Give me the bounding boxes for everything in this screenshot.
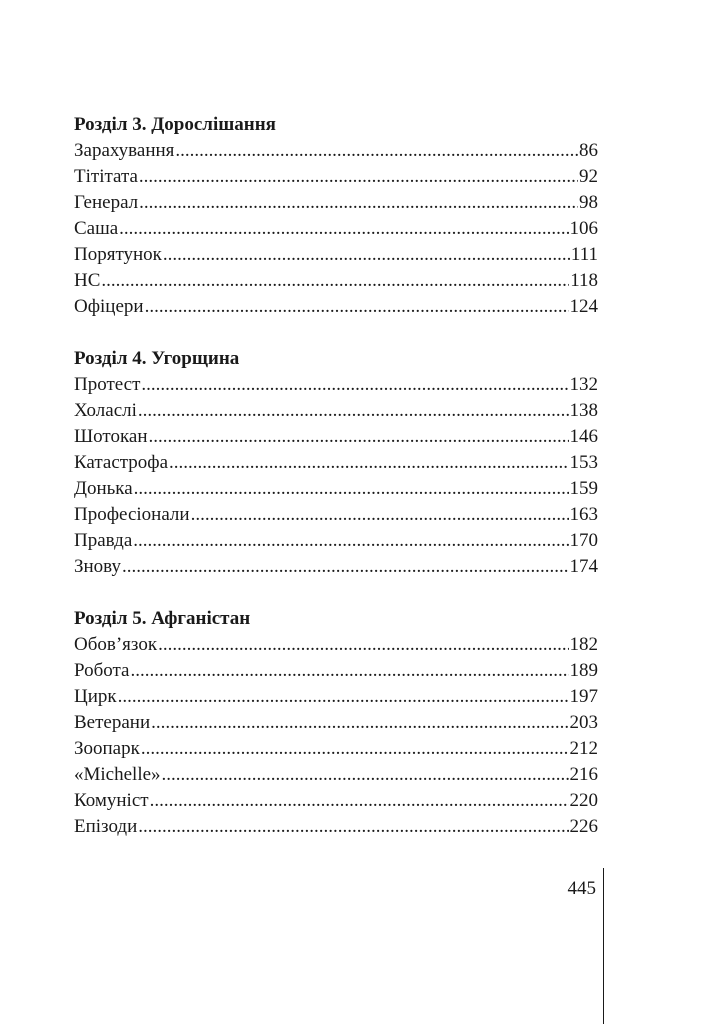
entry-label: НС (74, 270, 101, 291)
entry-page: 92 (579, 166, 598, 187)
entry-label: Донька (74, 478, 133, 499)
toc-entry (74, 450, 598, 476)
toc-entry (74, 554, 598, 580)
toc-entry (74, 398, 598, 424)
dot-leader (134, 476, 569, 502)
entry-page: 220 (569, 790, 598, 811)
toc-entry (74, 684, 598, 710)
toc-entry (74, 138, 598, 164)
dot-leader (163, 242, 570, 268)
section-4 (74, 346, 598, 580)
entry-label: Епізоди (74, 816, 138, 837)
dot-leader (162, 762, 569, 788)
dot-leader (175, 138, 578, 164)
dot-leader (141, 372, 568, 398)
page-edge-rule (603, 868, 604, 1024)
toc-entry (74, 632, 598, 658)
entry-page: 106 (569, 218, 598, 239)
toc-entry (74, 710, 598, 736)
toc-entry (74, 502, 598, 528)
entry-page: 182 (569, 634, 598, 655)
entry-page: 203 (569, 712, 598, 733)
entry-label: Холаслі (74, 400, 137, 421)
entry-page: 118 (570, 270, 598, 291)
toc-entry (74, 294, 598, 320)
section-title: Розділ 3. Дорослішання (74, 114, 276, 135)
entry-label: Зарахування (74, 140, 175, 161)
dot-leader (119, 216, 568, 242)
dot-leader (138, 398, 569, 424)
dot-leader (139, 164, 578, 190)
dot-leader (130, 658, 568, 684)
entry-page: 189 (569, 660, 598, 681)
entry-page: 132 (569, 374, 598, 395)
dot-leader (169, 450, 568, 476)
entry-page: 138 (569, 400, 598, 421)
entry-page: 86 (579, 140, 598, 161)
entry-page: 111 (570, 244, 598, 265)
entry-label: Цирк (74, 686, 117, 707)
toc-entry (74, 658, 598, 684)
dot-leader (149, 424, 569, 450)
dot-leader (145, 294, 569, 320)
dot-leader (139, 190, 578, 216)
entry-label: Генерал (74, 192, 139, 213)
entry-page: 153 (569, 452, 598, 473)
toc-entry (74, 814, 598, 840)
toc-entry (74, 268, 598, 294)
toc-entry (74, 164, 598, 190)
section-5 (74, 606, 598, 840)
entry-label: Ветерани (74, 712, 151, 733)
toc-entry (74, 424, 598, 450)
toc-entry (74, 476, 598, 502)
entry-page: 124 (569, 296, 598, 317)
section-3 (74, 112, 598, 320)
page-number: 445 (567, 878, 596, 899)
dot-leader (141, 736, 569, 762)
dot-leader (138, 814, 568, 840)
entry-label: Професіонали (74, 504, 190, 525)
entry-page: 170 (569, 530, 598, 551)
toc-entry (74, 788, 598, 814)
dot-leader (158, 632, 568, 658)
entry-label: Саша (74, 218, 119, 239)
toc-entry (74, 762, 598, 788)
dot-leader (151, 710, 568, 736)
entry-label: Тітітата (74, 166, 138, 187)
entry-page: 159 (569, 478, 598, 499)
dot-leader (133, 528, 568, 554)
entry-label: Правда (74, 530, 133, 551)
entry-page: 163 (569, 504, 598, 525)
entry-label: Зоопарк (74, 738, 140, 759)
entry-page: 212 (569, 738, 598, 759)
entry-page: 197 (569, 686, 598, 707)
entry-label: Порятунок (74, 244, 162, 265)
section-title: Розділ 5. Афганістан (74, 608, 251, 629)
table-of-contents (74, 112, 598, 866)
entry-page: 216 (569, 764, 598, 785)
toc-entry (74, 242, 598, 268)
toc-entry (74, 528, 598, 554)
entry-label: Офіцери (74, 296, 144, 317)
entry-label: Протест (74, 374, 141, 395)
entry-label: Знову (74, 556, 122, 577)
section-title: Розділ 4. Угорщина (74, 348, 240, 369)
toc-entry (74, 216, 598, 242)
entry-page: 146 (569, 426, 598, 447)
toc-entry (74, 190, 598, 216)
entry-label: Комуніст (74, 790, 149, 811)
entry-page: 226 (569, 816, 598, 837)
entry-label: Обов’язок (74, 634, 158, 655)
entry-label: Шотокан (74, 426, 148, 447)
entry-label: «Michelle» (74, 764, 161, 785)
dot-leader (118, 684, 569, 710)
toc-entry (74, 736, 598, 762)
dot-leader (191, 502, 569, 528)
entry-page: 98 (579, 192, 598, 213)
entry-label: Робота (74, 660, 130, 681)
toc-entry (74, 372, 598, 398)
entry-page: 174 (569, 556, 598, 577)
dot-leader (122, 554, 568, 580)
dot-leader (150, 788, 569, 814)
dot-leader (101, 268, 569, 294)
entry-label: Катастрофа (74, 452, 169, 473)
